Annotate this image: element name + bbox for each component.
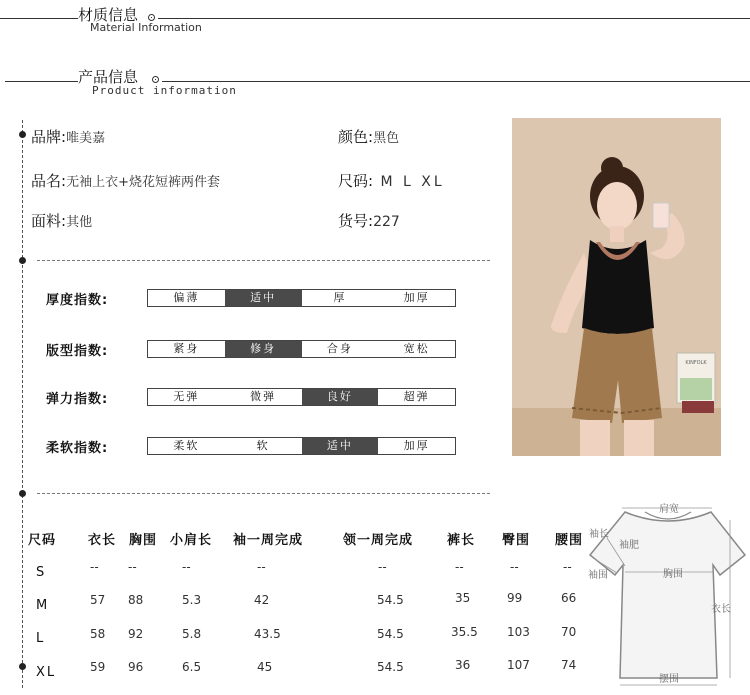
table-cell: 59 [90, 660, 106, 674]
table-cell: 54.5 [377, 660, 404, 674]
material-section-subtitle: Material Information [90, 21, 202, 34]
index-option: 加厚 [403, 291, 430, 304]
book-text: KINFOLK [685, 360, 707, 366]
diagram-label-sleeve-width: 袖肥 [619, 540, 639, 551]
table-cell: -- [510, 560, 519, 574]
product-section-subtitle: Product information [92, 84, 237, 97]
table-cell: 42 [254, 593, 270, 607]
index-option: 加厚 [403, 439, 430, 452]
table-cell: -- [378, 560, 387, 574]
index-option: 合身 [326, 342, 353, 355]
table-cell: 74 [561, 658, 577, 672]
table-cell: 54.5 [377, 627, 404, 641]
timeline-line [22, 120, 23, 688]
info-brand: 品牌:唯美嘉 [31, 128, 106, 146]
diagram-label-hem: 摆围 [659, 674, 679, 685]
info-product-name: 品名:无袖上衣+烧花短裤两件套 [31, 172, 220, 190]
timeline-bullet [19, 131, 26, 138]
table-cell: 88 [128, 593, 144, 607]
table-header: 腰围 [555, 533, 584, 548]
table-cell: -- [455, 560, 464, 574]
index-label: 版型指数: [46, 344, 109, 359]
table-cell: 5.3 [182, 593, 202, 607]
size-label: M [36, 598, 50, 613]
table-cell: -- [563, 560, 572, 574]
info-item-number: 货号:227 [338, 212, 400, 230]
table-cell: -- [257, 560, 266, 574]
diagram-label-sleeve-length: 袖长 [589, 529, 609, 540]
index-option-selected: 修身 [225, 341, 302, 357]
table-cell: 35.5 [451, 625, 478, 639]
table-cell: -- [90, 560, 99, 574]
header-rule-right [158, 18, 750, 19]
measurement-diagram [585, 500, 750, 690]
header-rule-left [5, 81, 78, 82]
index-option: 超弹 [403, 390, 430, 403]
timeline-bullet [19, 490, 26, 497]
table-cell: 92 [128, 627, 144, 641]
table-header: 小肩长 [170, 533, 213, 548]
product-photo [512, 118, 721, 456]
table-header: 衣长 [88, 533, 117, 548]
tshirt-outline-icon [585, 500, 750, 690]
index-option: 宽松 [403, 342, 430, 355]
size-label: S [36, 565, 47, 580]
table-cell: 35 [455, 591, 471, 605]
size-label: XL [36, 665, 57, 680]
table-cell: 103 [507, 625, 530, 639]
table-cell: 5.8 [182, 627, 202, 641]
index-scale [147, 437, 456, 455]
index-option-selected: 良好 [302, 389, 379, 405]
table-cell: 66 [561, 591, 577, 605]
header-rule-right [162, 81, 750, 82]
info-fabric: 面料:其他 [31, 212, 93, 230]
index-option: 软 [256, 439, 270, 452]
material-section-title: 材质信息 [78, 6, 139, 24]
section-divider [37, 493, 490, 494]
index-scale [147, 388, 456, 406]
table-header: 尺码 [28, 533, 57, 548]
index-label: 柔软指数: [46, 441, 109, 456]
index-option: 柔软 [173, 439, 200, 452]
diagram-label-length: 衣长 [711, 604, 731, 615]
index-scale [147, 289, 456, 307]
index-label: 弹力指数: [46, 392, 109, 407]
index-scale [147, 340, 456, 358]
table-cell: 99 [507, 591, 523, 605]
table-header: 袖一周完成 [233, 533, 304, 548]
material-section-dot-icon [148, 14, 155, 21]
table-cell: 96 [128, 660, 144, 674]
size-label: L [36, 631, 46, 646]
product-section-title: 产品信息 [78, 68, 139, 86]
model-illustration [512, 118, 721, 456]
table-header: 领一周完成 [343, 533, 414, 548]
section-divider [37, 260, 490, 261]
index-label: 厚度指数: [46, 293, 109, 308]
table-cell: 43.5 [254, 627, 281, 641]
table-cell: 70 [561, 625, 577, 639]
index-option: 偏薄 [173, 291, 200, 304]
index-option-selected: 适中 [302, 438, 379, 454]
product-section-dot-icon [152, 76, 159, 83]
table-cell: 58 [90, 627, 106, 641]
timeline-bullet [19, 257, 26, 264]
table-cell: 45 [257, 660, 273, 674]
table-cell: 57 [90, 593, 106, 607]
table-cell: 107 [507, 658, 530, 672]
index-option: 无弹 [173, 390, 200, 403]
table-cell: 54.5 [377, 593, 404, 607]
table-cell: 6.5 [182, 660, 202, 674]
info-size: 尺码: M L XL [338, 172, 445, 190]
index-option: 厚 [333, 291, 347, 304]
index-option-selected: 适中 [225, 290, 302, 306]
timeline-bullet [19, 663, 26, 670]
diagram-label-shoulder: 肩宽 [659, 504, 679, 515]
table-cell: -- [182, 560, 191, 574]
info-color: 颜色:黑色 [338, 128, 400, 146]
table-header: 胸围 [129, 533, 158, 548]
index-option: 微弹 [250, 390, 277, 403]
diagram-label-sleeve-hem: 袖围 [588, 570, 608, 581]
table-cell: -- [128, 560, 137, 574]
table-header: 裤长 [447, 533, 476, 548]
header-rule-left [0, 18, 78, 19]
index-option: 紧身 [173, 342, 200, 355]
diagram-label-chest: 胸围 [663, 569, 683, 580]
table-cell: 36 [455, 658, 471, 672]
table-header: 臀围 [502, 533, 531, 548]
